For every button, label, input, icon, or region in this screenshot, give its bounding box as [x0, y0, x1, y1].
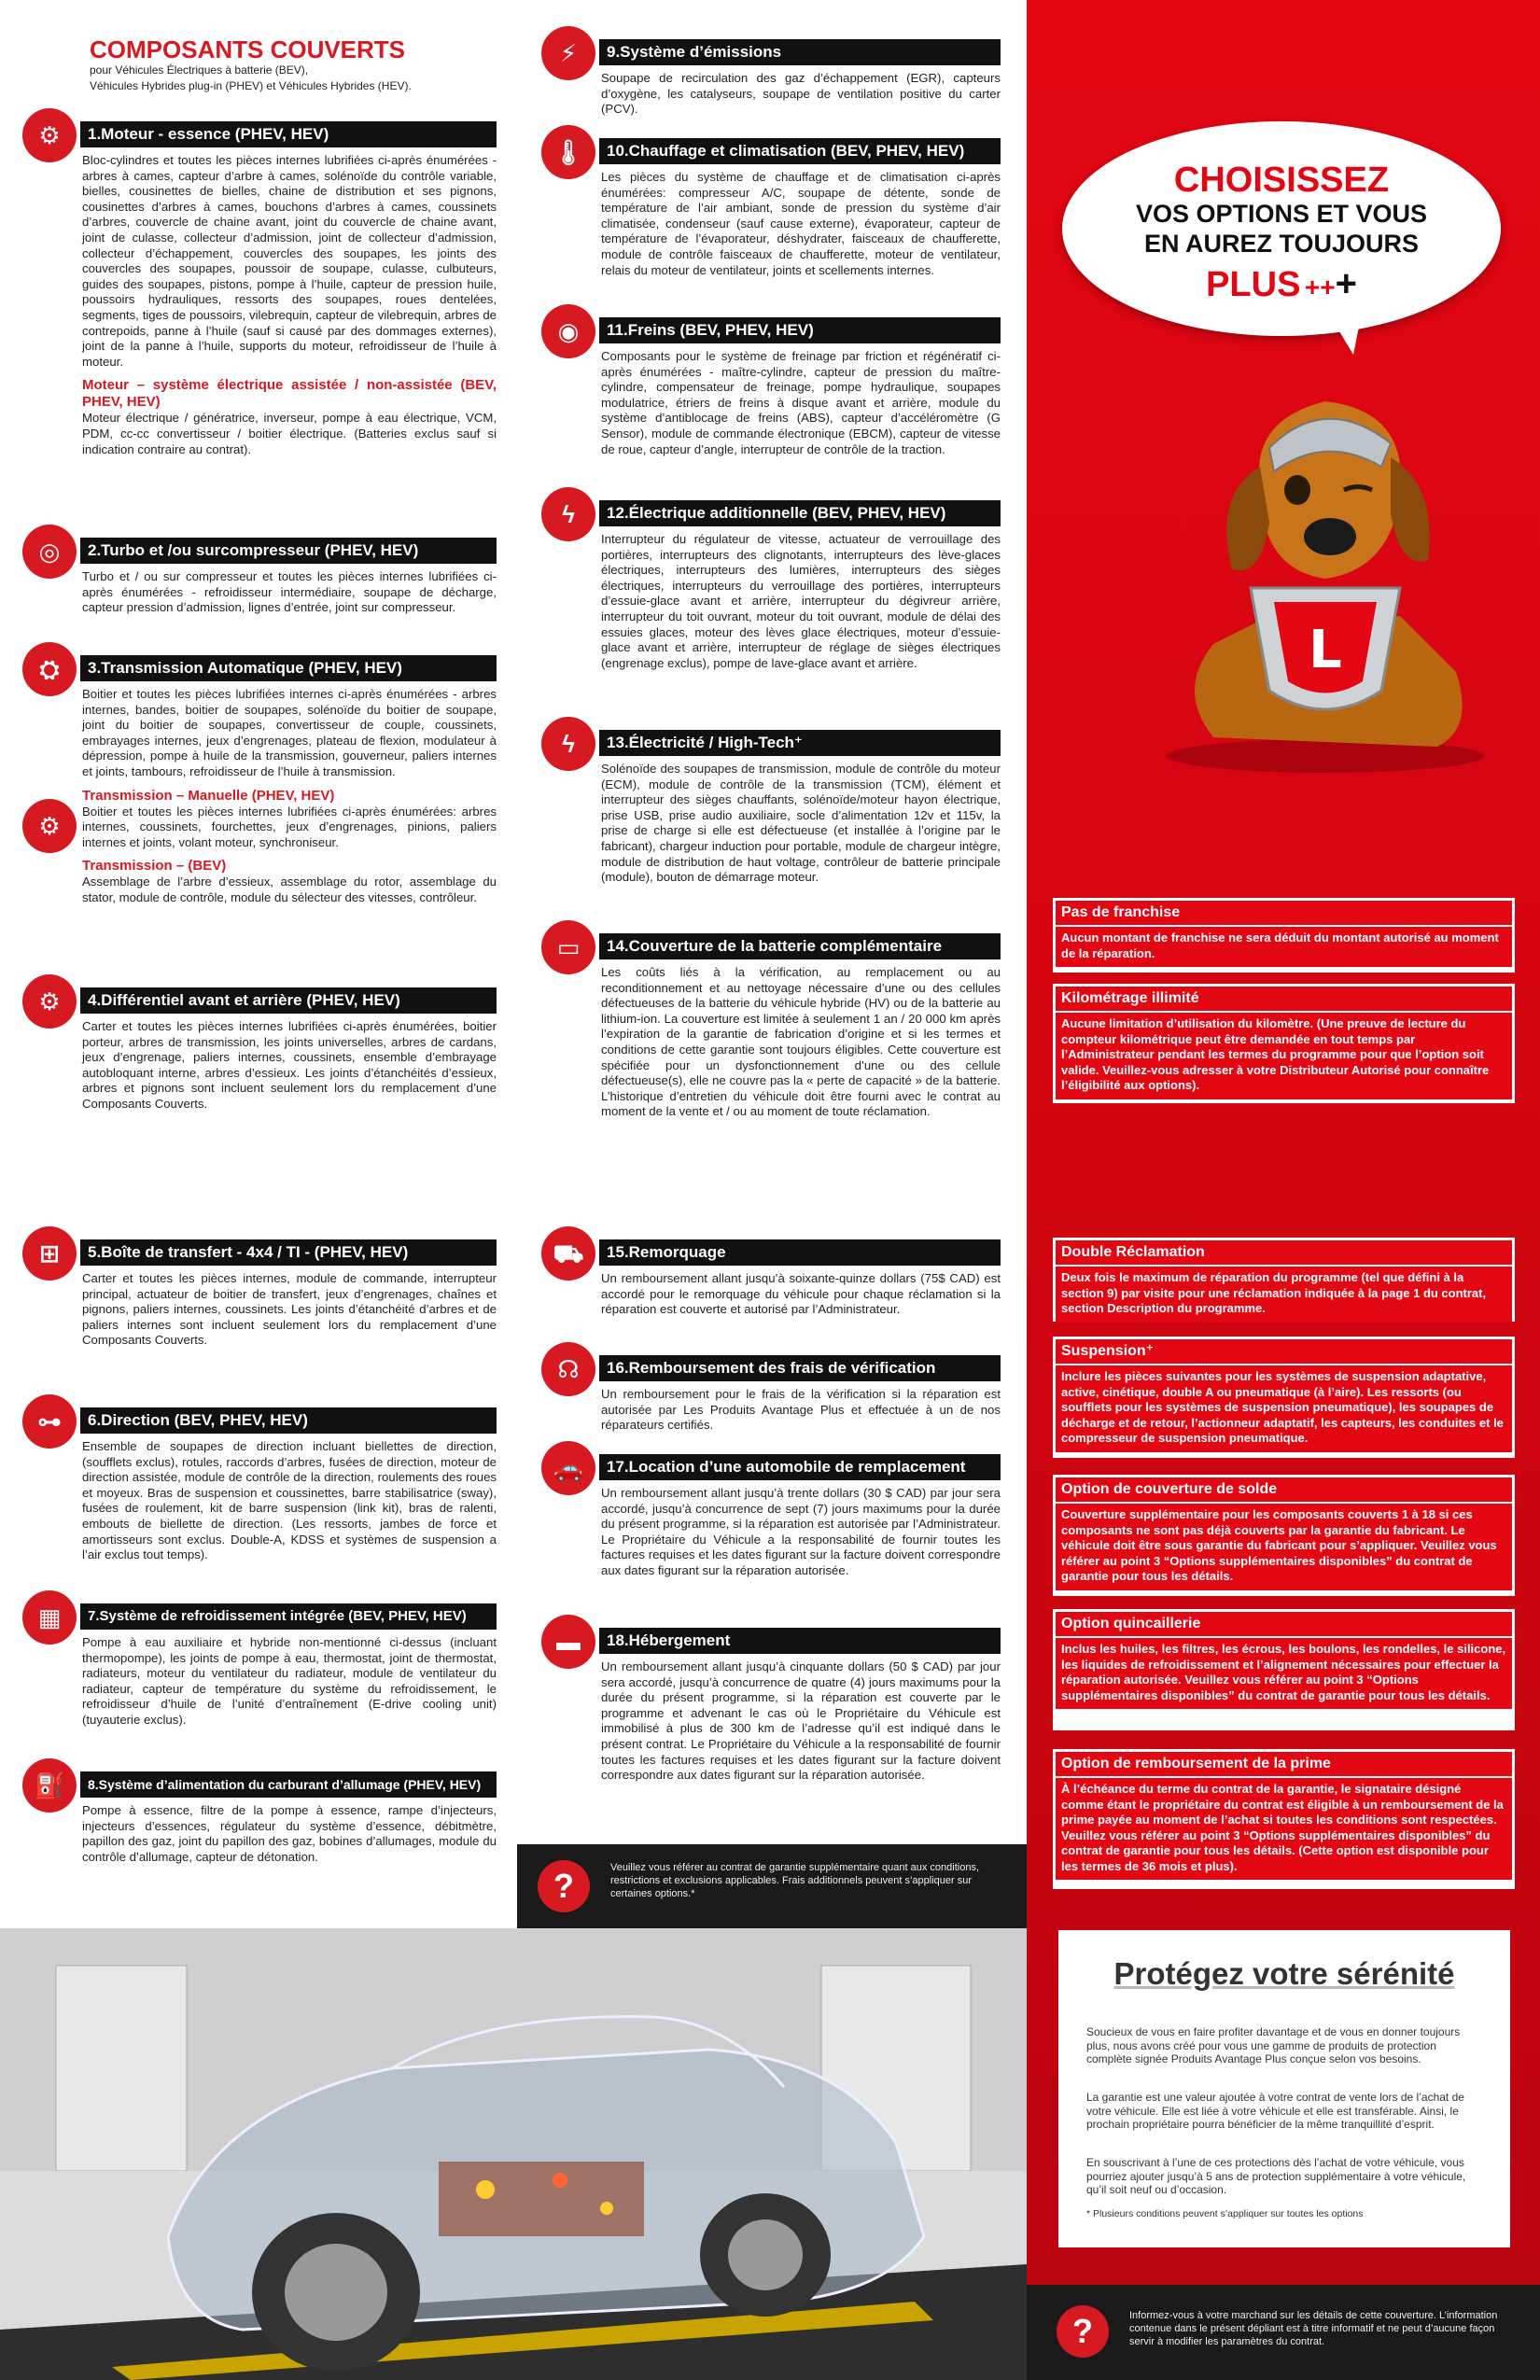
differential-icon: ⚙	[22, 974, 77, 1029]
section-battery	[541, 920, 1001, 1163]
section-transmission	[22, 642, 497, 978]
section-text: Les coûts liés à la vérification, au remplacement ou au reconditionnement et au nettoyage nécessaire d’une ou des cellules défectueuses de la batterie du véhicule hybride (HV) ou de la batterie au lithium-ion. La couverture est limitée à seulement 1 an / 20 000 km après l’expiration de la garantie de fabrication d’origine et si les termes et conditions de cette garantie sont toujours éligibles. Cette couverture est spécifiée pour un dysfonctionnement d’une ou des cellule défectueuse(s), elle ne couvre pas la « perte de capacité » de la batterie. L’historique d’entretien du véhicule doit être fourni avec le contrat au moment de la vente et / ou au moment de toute réclamation.	[601, 965, 1001, 1119]
protect-title: Protégez votre sérénité	[1113, 1956, 1455, 1991]
section-heading: 8.Système d’alimentation du carburant d’allumage (PHEV, HEV)	[80, 1771, 497, 1798]
section-text: Les pièces du système de chauffage et de climatisation ci-après énumérées: compresseur A/C, soupape de détente, sonde de température de l’air ambiant, sonde de pression du système d’air climatisée, condenseur (sauf cause externe), évaporateur, capteur de température de l’évaporateur, déshydrater, faisceaux de chaufferette, module de contrôle faisceaux de chaufferette, moteur de ventilateur, relais du moteur de ventilateur, joints et scellements internes.	[601, 170, 1001, 277]
bubble-plus: PLUS	[1206, 265, 1301, 304]
bubble-sign-big: +	[1335, 263, 1357, 304]
section-engine	[22, 108, 497, 519]
option-text: Couverture supplémentaire pour les composants couverts 1 à 18 si ces composants ne sont pas déjà couverts par la garantie du fabricant. Le véhicule doit être sous garantie du fabricant pour s’appliquer. Veuillez vous référer au point 3 “Options supplémentaires disponibles” du contrat de garantie pour tous les détails.	[1056, 1502, 1512, 1590]
conditions-note: Veuillez vous référer au contrat de garantie supplémentaire quant aux conditions, restrictions et exclusions applicables. Frais additionnels peuvent s’appliquer sur certaines options.*	[610, 1862, 980, 1899]
section-heading: 12.Électrique additionnelle (BEV, PHEV, HEV)	[599, 500, 1001, 526]
option-double-claim	[1053, 1238, 1515, 1322]
section-towing	[541, 1226, 1001, 1338]
section-transfer-case	[22, 1226, 497, 1394]
section-text: Pompe à eau auxiliaire et hybride non-mentionné ci-dessus (incluant thermopompe), les joints de pompe à eau, thermostat, joint de thermostat, radiateurs, moteur du ventilateur du radiateur, module de ventilateur du radiateur, capteur de température du système du refroidissement, le refroidisseur d’huile de l’unité d’entraînement (E-drive cooling unit) (tuyauterie exclus).	[82, 1635, 497, 1727]
section-text: Ensemble de soupapes de direction incluant biellettes de direction, (soufflets exclus), rotules, raccords d’arbres, fusées de direction, moteur de direction assistée, module de contrôle de la direction, roulements des roues et moyeux. Bras de suspension et coussinettes, barre stabilisatrice (sway), fusées de roulement, kit de barre suspension (link kit), bras de ralenti, embouts de biellette de direction. (Les ressorts, jambes de force et amortisseurs sont exclus. Double-A, KDSS et systèmes de suspension a l’air exclus tout temps).	[82, 1439, 497, 1562]
thermometer-icon: 🌡	[541, 125, 595, 179]
battery-icon: ▭	[541, 920, 595, 974]
bubble-line-1: CHOISISSEZ	[1173, 161, 1390, 200]
section-heading: 10.Chauffage et climatisation (BEV, PHEV, HEV)	[599, 138, 1001, 164]
section-heading: 4.Différentiel avant et arrière (PHEV, HEV)	[80, 987, 497, 1014]
section-text: Boitier et toutes les pièces lubrifiées internes ci-après énumérées - arbres internes, bandes, boitier de soupapes, solénoïde du boitier de soupape, joint du boitier de soupapes, convertisseur de couple, coussinets, embrayages internes, jeux d’engrenages, plateau de flexion, modulateur à dépression, pompe à huile de la transmission, gouverneur, paliers internes et joints, tambours, refroidisseur de l’huile à transmission.	[82, 687, 497, 778]
option-unlimited-mileage	[1053, 984, 1515, 1103]
tow-truck-icon: ⛟	[541, 1226, 595, 1281]
section-heading: 11.Freins (BEV, PHEV, HEV)	[599, 317, 1001, 343]
bubble-line-3: EN AUREZ TOUJOURS	[1143, 230, 1420, 258]
section-text: Pompe à essence, filtre de la pompe à essence, rampe d’injecteurs, injecteurs d’essences, régulateur du système d’essence, débitmètre, papillon des gaz, joint du papillon des gaz, bobines d’allumages, module du contrôle d’allumage, capteur de détonation.	[82, 1803, 497, 1864]
section-text: Solénoïde des soupapes de transmission, module de contrôle du moteur (ECM), module de contrôle de la transmission (TCM), élément et interrupteur des sièges chauffants, solénoïde/moteur hayon électrique, prise USB, prise audio auxiliaire, socle d’alimentation 12v et 115v, la prise de charge si elle est défectueuse (et installée à l’origine par le fabricant), chargeur induction pour portable, module de chargeur intègre, module de distribution de haut voltage, contrôleur de batterie principale (module), bouton de démarrage moteur.	[601, 762, 1001, 885]
bed-icon: ▬	[541, 1615, 595, 1669]
option-hardware	[1053, 1609, 1515, 1730]
section-steering	[22, 1394, 497, 1581]
protect-paragraph-2: La garantie est une valeur ajoutée à votre contrat de vente lors de l’achat de votre véhicule. Elle est liée à votre véhicule et elle est transférable. Ainsi, le prochain propriétaire pourra bénéficier de la même tranquillité d’esprit.	[1086, 2091, 1464, 2131]
section-heading: 15.Remorquage	[599, 1239, 1001, 1266]
option-text: Deux fois le maximum de réparation du programme (tel que défini à la section 9) par visite pour une réclamation indiquée à la page 1 du contrat, section Description du programme.	[1056, 1265, 1512, 1323]
option-text: Inclus les huiles, les filtres, les écrous, les boulons, les rondelles, le silicone, les liquides de refroidissement et l’alignement nécessaires pour effectuer la réparation autorisée. Veuillez vous référer au point 3 “Options supplémentaires disponibles” du contrat de garantie pour tous les détails.	[1056, 1636, 1512, 1709]
section-heading: 2.Turbo et /ou surcompresseur (PHEV, HEV)	[80, 538, 497, 564]
section-heading: 18.Hébergement	[599, 1628, 1001, 1654]
bubble-line-4	[1062, 263, 1501, 305]
section-cooling	[22, 1590, 497, 1768]
bubble-signs: ++	[1304, 273, 1336, 301]
lightning-icon: ϟ	[541, 487, 595, 541]
fuel-pump-icon: ⛽	[22, 1758, 77, 1813]
option-balance-coverage	[1053, 1475, 1515, 1596]
option-text: Inclure les pièces suivantes pour les systèmes de suspension adaptative, active, cinétique, double A ou pneumatique (à l’aire). Les ressorts (ou soufflets pour les systèmes de suspension pneumatique), les soupapes de décharge et de retour, l’actionneur adaptatif, les capteurs, les conduites et le compresseur de suspension pneumatique.	[1056, 1364, 1512, 1452]
option-no-deductible	[1053, 898, 1515, 973]
option-premium-refund	[1053, 1749, 1515, 1889]
option-heading: Option de couverture de solde	[1056, 1477, 1512, 1502]
section-subheading: Transmission – Manuelle (PHEV, HEV)	[82, 787, 335, 804]
option-heading: Kilométrage illimité	[1056, 987, 1512, 1011]
section-heading: 9.Système d’émissions	[599, 39, 1001, 65]
car-icon: 🚗	[541, 1441, 595, 1495]
section-heading: 13.Électricité / High-Tech⁺	[599, 730, 1001, 756]
manual-gear-icon: ⚙	[22, 799, 77, 853]
steering-icon: ⊶	[22, 1394, 77, 1449]
protect-paragraph-1: Soucieux de vous en faire profiter davantage et de vous en donner toujours plus, nous avons créé pour vous une gamme de produits de protection complète signée Produits Avantage Plus conçue selon vos besoins.	[1086, 2025, 1461, 2065]
option-heading: Suspension⁺	[1056, 1339, 1512, 1364]
protect-note: * Plusieurs conditions peuvent s’appliquer sur toutes les options	[1086, 2208, 1364, 2219]
transfer-case-icon: ⊞	[22, 1226, 77, 1281]
section-heading: 16.Remboursement des frais de vérification	[599, 1355, 1001, 1381]
section-text: Un remboursement allant jusqu’à trente dollars (30 $ CAD) par jour sera accordé, jusqu’à concurrence de sept (7) jours maximums pour la durée du présent programme, si la réparation est autorisée par l’Administrateur. Le Propriétaire du Véhicule a la responsabilité de fournir toutes les factures requises et les dates figurant sur la facture doivent correspondre aux dates figurant sur la réparation autorisée.	[601, 1486, 1001, 1577]
option-text: Aucun montant de franchise ne sera déduit du montant autorisé au moment de la réparation.	[1056, 925, 1512, 967]
question-icon: ?	[538, 1860, 590, 1912]
dog-mascot	[1157, 336, 1493, 775]
option-heading: Double Réclamation	[1056, 1240, 1512, 1265]
section-subtext-2: Assemblage de l’arbre d’essieux, assemblage du rotor, assemblage du stator, module de contrôle, module du sélecteur des vitesses, contrôleur.	[82, 875, 497, 904]
section-text: Carter et toutes les pièces internes lubrifiées ci-après énumérées, boitier porteur, arbres de transmission, les joints universelles, arbres de cardans, jeux d’engrenage, paliers internes, coussinets, ensemble d’embrayage autobloquant interne, arbres d’essieux. Les joints d’étanchéités d’essieux, arbres et pignons sont incluent seulement lors du remplacement d’une Composants Couverts.	[82, 1019, 497, 1111]
section-heading: 5.Boîte de transfert - 4x4 / TI - (PHEV, HEV)	[80, 1239, 497, 1266]
section-text: Un remboursement pour le frais de la vérification si la réparation est autorisée par Les Produits Avantage Plus et effectuée à un de nos réparateurs certifiés.	[601, 1387, 1001, 1433]
section-heading: 17.Location d’une automobile de remplacement	[599, 1454, 1001, 1480]
section-high-tech	[541, 717, 1001, 922]
section-subheading: Moteur – système électrique assistée / non-assistée (BEV, PHEV, HEV)	[82, 377, 497, 411]
section-turbo	[22, 525, 497, 637]
left-title: COMPOSANTS COUVERTS	[90, 35, 406, 63]
radiator-icon: ▦	[22, 1590, 77, 1645]
section-heading: 14.Couverture de la batterie complémentaire	[599, 933, 1001, 959]
high-tech-icon: ϟ	[541, 717, 595, 771]
car-xray-illustration	[0, 1928, 1027, 2380]
section-text: Un remboursement allant jusqu’à soixante-quinze dollars (75$ CAD) est accordé pour le remorquage du véhicule pour chaque réclamation si la réparation est couverte et autorisé par l’Administrateur.	[601, 1271, 1001, 1317]
conditions-note-bar	[517, 1844, 1027, 1928]
section-text: Un remboursement allant jusqu’à cinquante dollars (50 $ CAD) par jour sera accordé, jusqu’à concurrence de quatre (4) jours maximums pour la durée du présent programme, si la réparation est couverte par le programme et advenant le cas où le Propriétaire du Véhicule est immobilisé à plus de 300 km de l’adresse qu’il est indiqué dans le présent contrat. Le Propriétaire du Véhicule a la responsabilité de fournir toutes les factures requises et les dates figurant sur la facture doivent correspondre aux dates figurant sur la réparation autorisée.	[601, 1659, 1001, 1783]
left-subtitle-1: pour Véhicules Électriques à batterie (BEV),	[90, 63, 309, 77]
section-rental	[541, 1441, 1001, 1600]
stethoscope-icon: ☊	[541, 1342, 595, 1396]
transmission-icon: ⛭	[22, 642, 77, 696]
option-heading: Pas de franchise	[1056, 901, 1512, 925]
section-electrical	[541, 487, 1001, 721]
brake-disc-icon: ◉	[541, 304, 595, 358]
section-text: Composants pour le système de freinage par friction et régénératif ci-après énumérées - maître-cylindre, capteur de pression du maître-cylindre, compensateur de freinage, pompe hydraulique, soupapes modulatrice, étriers de freins à disque avant et arrière, module du système d’antiblocage de freins (ABS), capteur d’accéléromètre (G Sensor), module de commande électronique (EBCM), capteur de vitesse de roue, capteur d’angle, interrupteur de contrôle de la traction.	[601, 349, 1001, 456]
section-text: Turbo et / ou sur compresseur et toutes les pièces internes lubrifiées ci-après énumérées - refroidisseur intermédiaire, soupape de décharge, capteur pression d’admission, lignes d’entrée, joint sur compresseur.	[82, 569, 497, 615]
option-text: À l’échéance du terme du contrat de la garantie, le signataire désigné comme étant le propriétaire du contrat est éligible à un remboursement de la prime payée au moment de l’achat si toutes les conditions sont respectées. Veuillez vous référer au point 3 “Options supplémentaires disponibles” du contrat de garantie pour tous les détails. (Cette option est disponible pour les termes de 36 mois et plus).	[1056, 1776, 1512, 1880]
section-text: Bloc-cylindres et toutes les pièces internes lubrifiées ci-après énumérées - arbres à cames, capteur d’arbre à cames, solénoïde du contrôle variable, bielles, cousinettes de bielles, chaine de distribution et ses pignons, cousinettes d’arbres à cames, bouchons d’arbres à cames, coussinets d’arbres, couvercle de chaine avant, joint du couvercle de chaine avant, joint de culasse, collecteur d’admission, joint de collecteur d’admission, collecteur d’échappement, couvercles des soupapes, les joints des couvercles des soupapes, poussoir de soupape, culasse, culbuteurs, guides des soupapes, pistons, pompe à l’huile, capteur de pression huile, poussoirs hydrauliques, ressorts des soupapes, roues dentelées, segments, tiges de poussoirs, vilebrequin, capteur de vilebrequin, arbres de contrepoids, panne à l’huile (sauf si causé par des dommages externes), joint de la panne à l’huile, supports du moteur, refroidisseur de l’huile à moteur.	[82, 153, 497, 369]
svg-text:L: L	[1309, 620, 1342, 680]
engine-icon: ⚙	[22, 108, 77, 162]
car-xray-svg	[0, 1928, 1027, 2380]
section-emissions	[541, 26, 1001, 129]
turbo-icon: ◎	[22, 525, 77, 579]
footer-note-bar	[1027, 2285, 1540, 2380]
option-suspension	[1053, 1337, 1515, 1458]
option-text: Aucune limitation d’utilisation du kilomètre. (Une preuve de lecture du compteur kilométrique peut être demandée en tout temps par l’Administrateur pendant les termes du programme pour que l’option soit valide. Veuillez-vous adresser à votre Distributeur Autorisé pour connaître l’éligibilité aux options).	[1056, 1011, 1512, 1099]
section-fuel	[22, 1758, 497, 1908]
bubble-line-2: VOS OPTIONS ET VOUS	[1135, 200, 1428, 228]
section-subheading-2: Transmission – (BEV)	[82, 858, 227, 875]
section-subtext: Moteur électrique / génératrice, inverseur, pompe à eau électrique, VCM, PDM, cc-cc convertisseur / boitier électrique. (Batteries exclus sauf si indication contraire au contrat).	[82, 411, 497, 456]
section-heading: 1.Moteur - essence (PHEV, HEV)	[80, 121, 497, 147]
spark-plug-icon: ⚡	[541, 26, 595, 80]
section-differential	[22, 974, 497, 1142]
left-subtitle-2: Véhicules Hybrides plug-in (PHEV) et Véhicules Hybrides (HEV).	[90, 79, 412, 92]
option-heading: Option de remboursement de la prime	[1056, 1752, 1512, 1776]
section-verification	[541, 1342, 1001, 1435]
section-text: Soupape de recirculation des gaz d’échappement (EGR), capteurs d’oxygène, les catalyseurs, soupape de ventilation positive du carter (PCV).	[601, 71, 1001, 117]
protect-box	[1058, 1930, 1510, 2247]
section-lodging	[541, 1615, 1001, 1801]
section-text: Interrupteur du régulateur de vitesse, actuateur de verrouillage des portières, interrupteurs des clignotants, interrupteurs des lève-glaces électriques, interrupteurs des lumières, interrupteurs des sièges électriques, interrupteurs du verrouillage des portières, interrupteurs d’essuie-glace avant et arrière, interrupteur du dégivreur arrière, interrupteur du toit ouvrant, moteur du toit ouvrant, module de délai des essuies glaces, moteur des lèves glace électriques, moteur d’essuie-glace avant et arrière, interrupteur de réglage de sièges électriques (engrenage exclus), pompe de lave-glace avant et arrière.	[601, 532, 1001, 670]
section-heating	[541, 125, 1001, 312]
option-heading: Option quincaillerie	[1056, 1612, 1512, 1636]
footer-note: Informez-vous à votre marchand sur les détails de cette couverture. L’information contenue dans le présent dépliant est à titre informatif et ne peut d’aucune façon servir à modifier les paramètres du contrat.	[1129, 2310, 1498, 2347]
section-subtext: Boitier et toutes les pièces internes lubrifiées ci-après énumérées: arbres internes, coussinets, fourchettes, jeux d’engrenages, pinions, paliers internes et joints, volant moteur, synchroniseur.	[82, 804, 497, 849]
question-icon: ?	[1057, 2305, 1109, 2358]
section-heading: 6.Direction (BEV, PHEV, HEV)	[80, 1407, 497, 1434]
section-heading: 7.Système de refroidissement intégrée (BEV, PHEV, HEV)	[80, 1603, 497, 1630]
dog-mascot-svg	[1157, 336, 1493, 775]
section-text: Carter et toutes les pièces internes, module de commande, interrupteur principal, actuateur de boitier de transfert, jeux d’engrenages, chaînes et pignons, paliers internes, coussinets. Les joints d’étanchéité d’arbres et de paliers internes sont incluent seulement lors du remplacement d’une Composants Couverts.	[82, 1271, 497, 1348]
section-brakes	[541, 304, 1001, 491]
protect-paragraph-3: En souscrivant à l’une de ces protections dès l’achat de votre véhicule, vous pourriez ajouter jusqu’à 5 ans de protection supplémentaire à votre véhicule, qu’il soit neuf ou d’occasion.	[1086, 2156, 1466, 2196]
section-heading: 3.Transmission Automatique (PHEV, HEV)	[80, 655, 497, 681]
